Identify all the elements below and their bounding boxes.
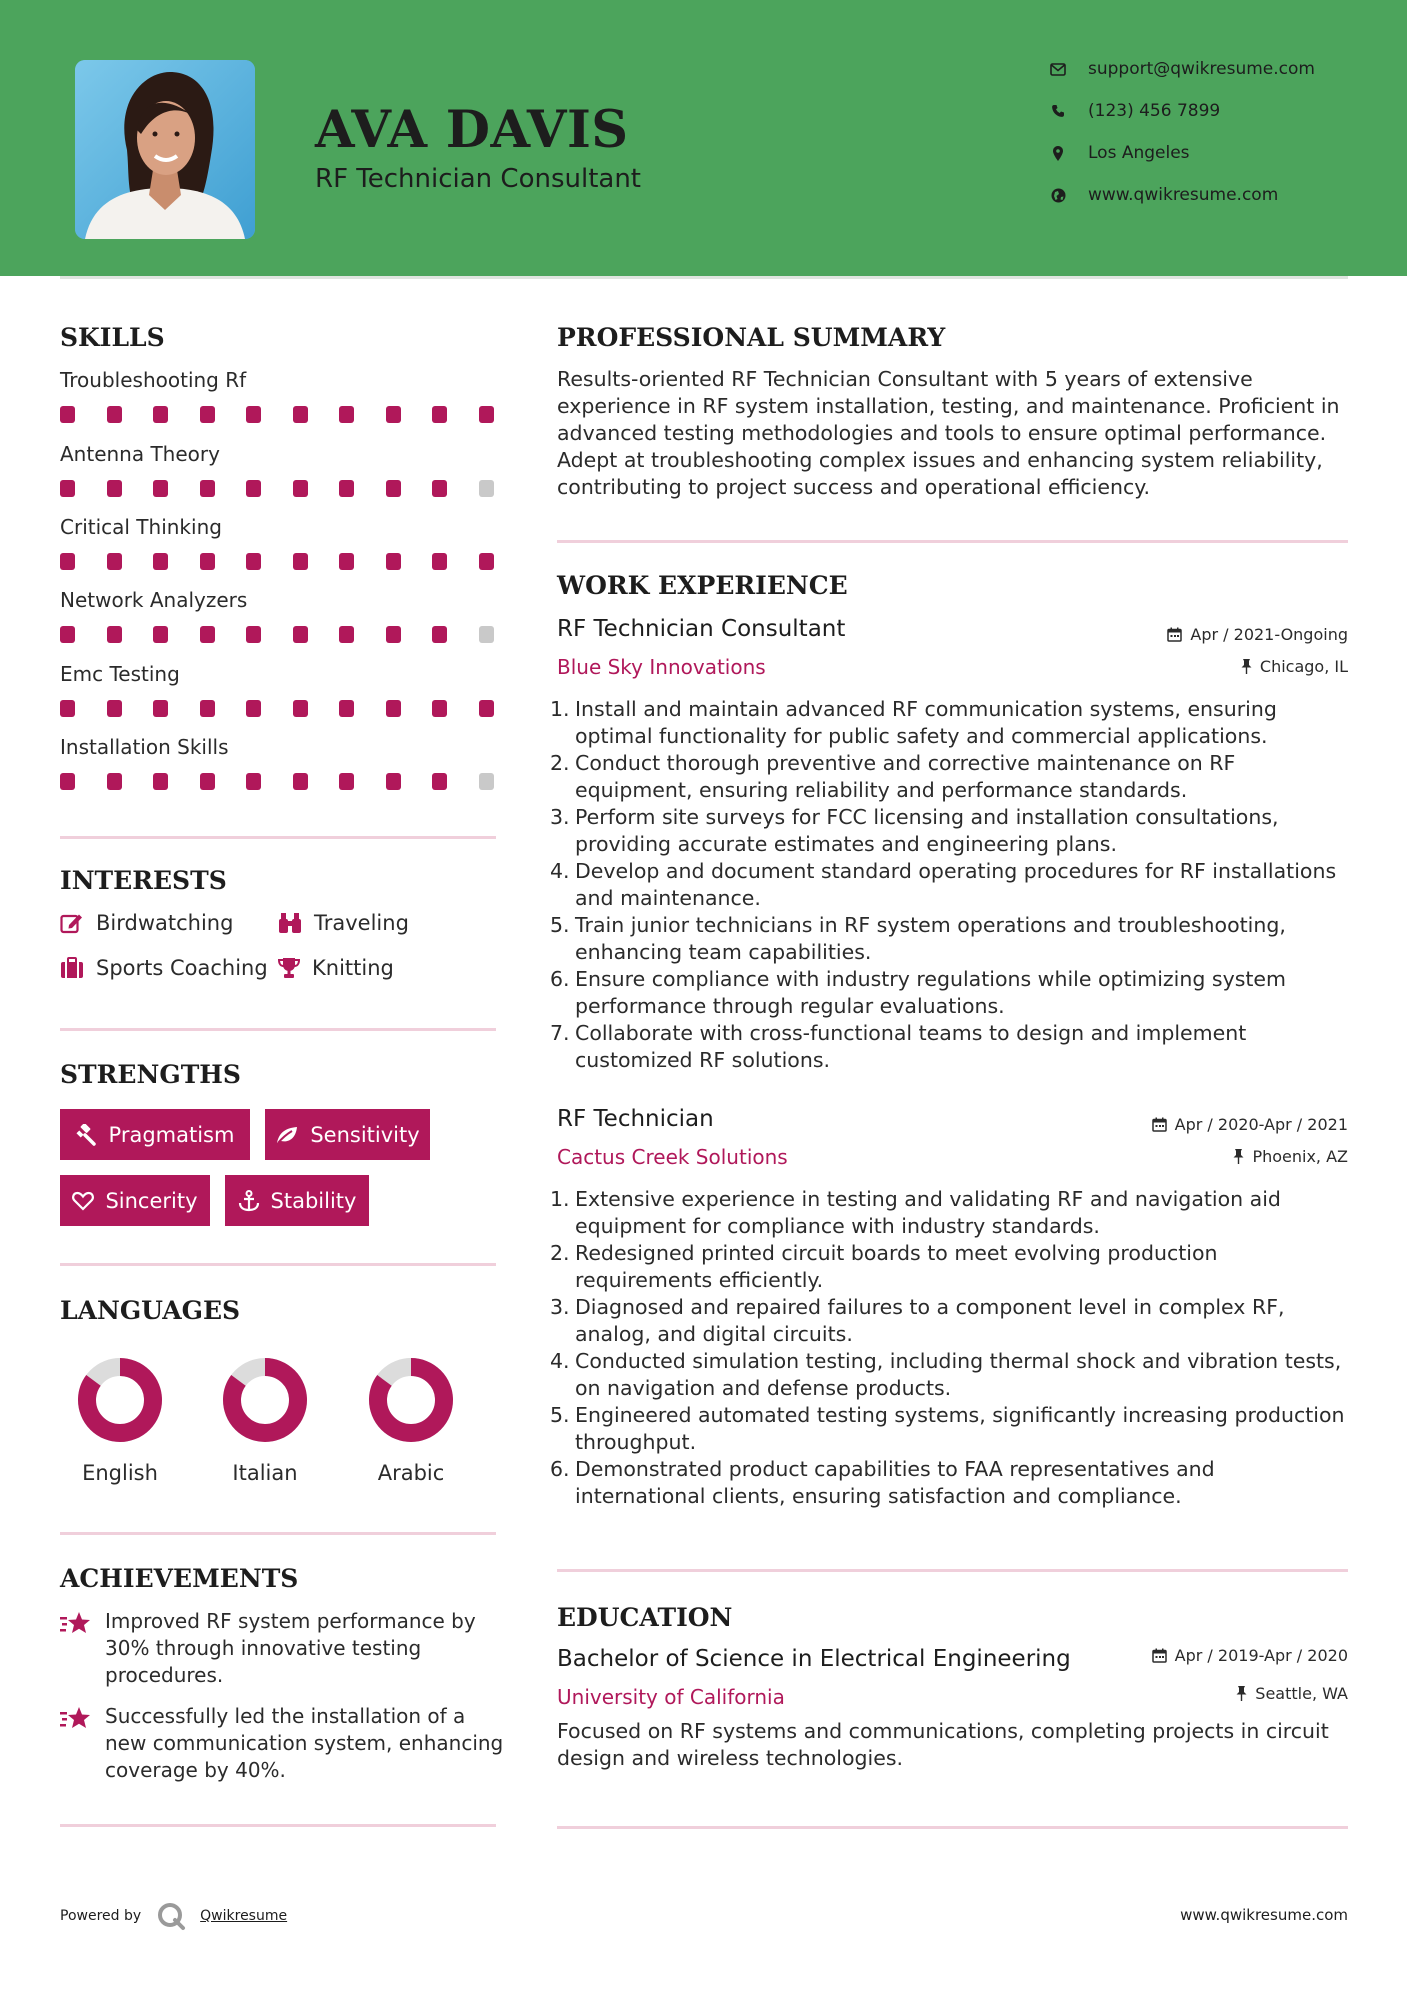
achievement-text: Successfully led the installation of a new communication system, enhancing coverage by 40%. (105, 1704, 504, 1782)
skill-dot (479, 406, 494, 423)
skill-name: Critical Thinking (60, 515, 222, 539)
skill-dot (293, 700, 308, 717)
skill-dot (432, 553, 447, 570)
skill-rating (60, 626, 500, 643)
skill-dot (200, 773, 215, 790)
skill-dot (200, 626, 215, 643)
summary-text: Results-oriented RF Technician Consultant with 5 years of extensive experience in RF system installation, testing, and maintenance. Proficient in advanced testing methodologies and tools to ensure optimal performance. Adept at troubleshooting complex issues and enhancing system reliability, contributing to project success and operational efficiency. (557, 367, 1340, 499)
strength-tag (225, 1175, 369, 1226)
skill-dot (479, 553, 494, 570)
education-dates (1152, 1646, 1348, 1665)
skill-dot (60, 700, 75, 717)
company-name: Blue Sky Innovations (557, 655, 766, 679)
job-bullet: 7. Collaborate with cross-functional teams to design and implement customized RF solutions. (550, 1021, 1247, 1072)
skill-dot (153, 406, 168, 423)
skill-dot (153, 480, 168, 497)
job-bullets (550, 696, 1350, 1074)
strength-tag (60, 1109, 250, 1160)
skill-dot (339, 480, 354, 497)
section-divider (557, 1569, 1348, 1572)
skill-dot (386, 553, 401, 570)
skill-dot (107, 773, 122, 790)
job-bullet: 2. Conduct thorough preventive and corrective maintenance on RF equipment, ensuring reliability and performance standards. (550, 751, 1236, 802)
skill-dot (432, 626, 447, 643)
skill-rating (60, 553, 500, 570)
skill-dot (339, 553, 354, 570)
binoculars-icon (278, 912, 302, 934)
interest-item (60, 911, 233, 935)
job-bullet: 4. Conducted simulation testing, including thermal shock and vibration tests, on navigation and defense products. (550, 1349, 1342, 1400)
envelope-icon (1050, 61, 1066, 77)
candidate-title: RF Technician Consultant (315, 164, 642, 194)
profile-photo (75, 60, 255, 239)
skill-dot (293, 773, 308, 790)
skill-dot (246, 553, 261, 570)
job-dates-text: Apr / 2021-Ongoing (1190, 625, 1348, 644)
skill-dot (432, 406, 447, 423)
skill-dot (153, 626, 168, 643)
language-label: Italian (232, 1461, 298, 1485)
qwikresume-link[interactable]: Qwikresume (200, 1908, 288, 1924)
job-bullet: 3. Diagnosed and repaired failures to a component level in complex RF, analog, and digital circuits. (550, 1295, 1285, 1346)
skill-name: Antenna Theory (60, 442, 220, 466)
education-location-text: Seattle, WA (1255, 1684, 1348, 1703)
achievement-item (60, 1608, 510, 1689)
star-icon (60, 1706, 91, 1730)
job-title: RF Technician (557, 1106, 714, 1132)
briefcase-icon (60, 957, 84, 979)
strength-label: Stability (270, 1188, 357, 1213)
interest-label: Sports Coaching (96, 956, 268, 980)
job-location-text: Chicago, IL (1259, 657, 1348, 676)
skill-dot (153, 700, 168, 717)
skill-dot (293, 480, 308, 497)
job-location (1233, 1147, 1348, 1166)
skill-dot (246, 626, 261, 643)
interest-label: Knitting (312, 956, 394, 980)
job-dates-text: Apr / 2020-Apr / 2021 (1174, 1115, 1348, 1134)
strengths-heading: STRENGTHS (60, 1060, 241, 1089)
powered-by-text: Powered by (60, 1908, 142, 1924)
section-divider (60, 1532, 496, 1535)
job-location (1241, 657, 1348, 676)
skill-dot (200, 553, 215, 570)
section-divider (557, 1826, 1348, 1829)
skill-dot (339, 626, 354, 643)
calendar-icon (1152, 1117, 1167, 1132)
skill-dot (60, 553, 75, 570)
interest-item (60, 956, 268, 980)
skill-dot (479, 700, 494, 717)
contact-email-text: support@qwikresume.com (1088, 59, 1315, 79)
strength-label: Sincerity (105, 1188, 198, 1213)
section-divider (60, 1028, 496, 1031)
skill-dot (200, 480, 215, 497)
skill-rating (60, 406, 500, 423)
skill-dot (60, 480, 75, 497)
job-bullet: 1. Install and maintain advanced RF communication systems, ensuring optimal functionality for public safety and commercial applications. (550, 697, 1277, 748)
resume-header (0, 0, 1407, 276)
language-proficiency-ring (368, 1357, 454, 1443)
education-dates-text: Apr / 2019-Apr / 2020 (1174, 1646, 1348, 1665)
pencil-square-icon (60, 912, 84, 934)
skill-dot (386, 700, 401, 717)
skill-rating (60, 773, 500, 790)
interest-item (278, 911, 409, 935)
job-bullets (550, 1186, 1350, 1510)
heart-icon (72, 1191, 94, 1211)
skill-dot (339, 406, 354, 423)
skill-dot (60, 406, 75, 423)
qwikresume-logo-icon (156, 1901, 186, 1931)
strength-tag (60, 1175, 210, 1226)
skill-dot (153, 773, 168, 790)
calendar-icon (1152, 1648, 1167, 1663)
skill-dot (386, 626, 401, 643)
interest-label: Birdwatching (96, 911, 234, 935)
job-dates (1167, 625, 1348, 644)
contact-location (1050, 143, 1190, 163)
skill-rating (60, 480, 500, 497)
skill-dot (200, 700, 215, 717)
contact-email[interactable] (1050, 59, 1315, 79)
section-divider (60, 1263, 496, 1266)
achievements-heading: ACHIEVEMENTS (60, 1564, 299, 1593)
job-bullet: 1. Extensive experience in testing and validating RF and navigation aid equipment for compliance with industry standards. (550, 1187, 1281, 1238)
skill-dot (293, 406, 308, 423)
strength-label: Pragmatism (108, 1122, 235, 1147)
skill-dot (293, 553, 308, 570)
contact-website[interactable] (1050, 185, 1278, 205)
skill-dot (386, 773, 401, 790)
achievement-text: Improved RF system performance by 30% through innovative testing procedures. (105, 1609, 476, 1687)
skill-dot (107, 700, 122, 717)
pushpin-icon (1241, 659, 1252, 674)
summary-heading: PROFESSIONAL SUMMARY (557, 323, 946, 352)
pushpin-icon (1233, 1149, 1244, 1164)
section-divider (60, 836, 496, 839)
degree-title: Bachelor of Science in Electrical Engineering (557, 1646, 1071, 1672)
job-bullet: 5. Engineered automated testing systems, significantly increasing production throughput. (550, 1403, 1345, 1454)
skill-dot (293, 626, 308, 643)
anchor-icon (238, 1190, 260, 1212)
contact-location-text: Los Angeles (1088, 143, 1190, 163)
skill-name: Troubleshooting Rf (60, 368, 247, 392)
education-description: Focused on RF systems and communications, completing projects in circuit design and wireless technologies. (557, 1719, 1329, 1770)
phone-icon (1050, 103, 1066, 119)
footer-url[interactable]: www.qwikresume.com (1180, 1906, 1348, 1924)
candidate-name: AVA DAVIS (315, 100, 629, 160)
job-bullet: 6. Ensure compliance with industry regulations while optimizing system performance through regular evaluations. (550, 967, 1287, 1018)
skill-dot (246, 480, 261, 497)
skill-dot (432, 773, 447, 790)
skill-dot (246, 773, 261, 790)
skill-dot (432, 480, 447, 497)
map-marker-icon (1050, 145, 1066, 161)
strength-tag (265, 1109, 430, 1160)
section-divider (557, 540, 1348, 543)
interest-item (278, 956, 394, 980)
star-icon (60, 1611, 91, 1635)
experience-heading: WORK EXPERIENCE (557, 571, 848, 600)
footer-powered-by (60, 1901, 287, 1931)
skill-name: Network Analyzers (60, 588, 248, 612)
job-bullet: 6. Demonstrated product capabilities to FAA representatives and international clients, ensuring satisfaction and compliance. (550, 1457, 1215, 1508)
skill-name: Emc Testing (60, 662, 180, 686)
skill-dot (153, 553, 168, 570)
leaf-icon (275, 1125, 299, 1145)
company-name: Cactus Creek Solutions (557, 1145, 788, 1169)
skill-dot (479, 480, 494, 497)
school-name: University of California (557, 1685, 785, 1709)
skill-dot (339, 700, 354, 717)
trophy-icon (278, 957, 300, 979)
job-bullet: 4. Develop and document standard operating procedures for RF installations and maintenance. (550, 859, 1337, 910)
achievement-item (60, 1703, 510, 1784)
contact-phone[interactable] (1050, 101, 1220, 121)
skill-dot (432, 700, 447, 717)
skill-dot (246, 700, 261, 717)
skill-dot (107, 406, 122, 423)
language-label: English (82, 1461, 158, 1485)
education-heading: EDUCATION (557, 1603, 733, 1632)
contact-phone-text: (123) 456 7899 (1088, 101, 1221, 121)
skill-dot (60, 773, 75, 790)
globe-icon (1050, 187, 1066, 203)
job-bullet: 3. Perform site surveys for FCC licensing and installation consultations, providing accurate estimates and engineering plans. (550, 805, 1279, 856)
languages-heading: LANGUAGES (60, 1296, 241, 1325)
section-divider (60, 1824, 496, 1827)
header-divider (60, 276, 1348, 279)
skill-dot (246, 406, 261, 423)
skill-dot (386, 406, 401, 423)
skill-rating (60, 700, 500, 717)
skill-dot (200, 406, 215, 423)
gavel-icon (76, 1124, 98, 1146)
skill-dot (479, 773, 494, 790)
skill-dot (479, 626, 494, 643)
interests-heading: INTERESTS (60, 866, 227, 895)
language-proficiency-ring (222, 1357, 308, 1443)
skill-name: Installation Skills (60, 735, 229, 759)
language-proficiency-ring (77, 1357, 163, 1443)
interest-label: Traveling (314, 911, 409, 935)
job-dates (1152, 1115, 1348, 1134)
skill-dot (60, 626, 75, 643)
contact-website-text: www.qwikresume.com (1088, 185, 1279, 205)
job-location-text: Phoenix, AZ (1252, 1147, 1348, 1166)
pushpin-icon (1236, 1686, 1247, 1701)
education-location (1236, 1684, 1348, 1703)
skill-dot (386, 480, 401, 497)
skill-dot (107, 480, 122, 497)
strength-label: Sensitivity (310, 1122, 420, 1147)
calendar-icon (1167, 627, 1182, 642)
job-bullet: 2. Redesigned printed circuit boards to meet evolving production requirements efficiently. (550, 1241, 1218, 1292)
job-title: RF Technician Consultant (557, 616, 846, 642)
job-bullet: 5. Train junior technicians in RF system operations and troubleshooting, enhancing team capabilities. (550, 913, 1286, 964)
skills-heading: SKILLS (60, 323, 165, 352)
skill-dot (107, 626, 122, 643)
language-label: Arabic (377, 1461, 445, 1485)
skill-dot (339, 773, 354, 790)
skill-dot (107, 553, 122, 570)
